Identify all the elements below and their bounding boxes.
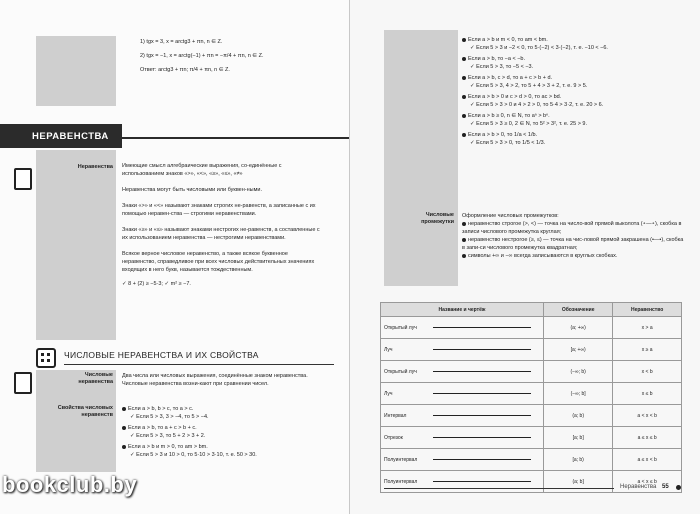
property-line: Если a > b ≥ 0, n ∈ N, то aⁿ > bⁿ. <box>462 112 684 120</box>
number-line-icon <box>433 371 531 372</box>
right-gray-column <box>384 30 458 286</box>
bullet-icon <box>462 254 466 258</box>
cell-name <box>381 471 544 493</box>
cell-inequality: x ≤ b <box>613 383 682 405</box>
watermark: bookclub.by <box>2 472 138 497</box>
table-row <box>381 427 682 449</box>
def-paragraph: Всякое верное числовое неравенство, а также всякое буквенное неравенство, справедливое при всех числовых действительных значениях входящих в него букв, называется тождественным. <box>122 251 315 273</box>
property-line: Если a > b и m > 0, то am > bm. <box>122 443 332 451</box>
table-row <box>381 317 682 339</box>
intervals-rule: неравенство строгое (>, <) — точка на число-вой прямой выколота (∘—∘), скобка в записи числового промежутка круглая; <box>462 221 682 235</box>
property-line: ✓ Если 5 > 3 ≥ 0, 2 ∈ N, то 5² > 3², т. е. 25 > 9. <box>470 121 588 127</box>
cell-name <box>381 449 544 471</box>
numeric-definition: Два числа или числовых выражения, соединённые знаком неравенства. Числовые неравенства возни-кают при сравнении чисел. <box>122 373 308 387</box>
banner-rule <box>122 137 350 139</box>
side-label-inequalities: Неравенства <box>77 164 113 170</box>
footer-section: Неравенства <box>620 484 657 490</box>
bullet-icon <box>462 57 466 61</box>
cell-name <box>381 427 544 449</box>
top-solutions <box>140 38 340 74</box>
property-line: Если a > b, b > c, то a > c. <box>122 405 332 413</box>
property-line: Если a > b, то −a < −b. <box>462 55 684 63</box>
cell-notation: [a; b] <box>544 427 613 449</box>
solution-line: 2) tgx = −1, x = arctg(−1) + πn = −π/4 + πn, n ∈ Z. <box>140 53 264 59</box>
number-line-icon <box>433 481 531 482</box>
bullet-icon <box>462 114 466 118</box>
section-banner <box>0 124 122 148</box>
cell-notation: [a; b) <box>544 449 613 471</box>
property-line: ✓ Если 5 > 3, 3 > −4, то 5 > −4. <box>130 414 209 420</box>
footer-page-number: 55 <box>662 484 669 490</box>
side-label-properties: Свойства числовых неравенств <box>57 405 113 418</box>
bullet-icon <box>122 426 126 430</box>
number-line-icon <box>433 459 531 460</box>
bullet-icon <box>462 95 466 99</box>
cell-name <box>381 405 544 427</box>
table-row <box>381 361 682 383</box>
intervals-rule: неравенство нестрогое (≥, ≤) — точка на чис-ловой прямой закрашена (•—•), скобка в запи-си числового промежутка квадратная; <box>462 237 684 251</box>
property-line: ✓ Если 5 > 3 > 0 и 4 > 2 > 0, то 5·4 > 3·2, т. е. 20 > 6. <box>470 102 604 108</box>
property-line: Если a > b и m < 0, то am < bm. <box>462 36 684 44</box>
section-title: НЕРАВЕНСТВА <box>32 130 109 142</box>
table-row <box>381 449 682 471</box>
content-gray-column <box>36 150 116 340</box>
cell-notation: (−∞; b) <box>544 361 613 383</box>
solution-line: 1) tgx = 3, x = arctg3 + πn, n ∈ Z. <box>140 39 223 45</box>
cell-inequality: a < x < b <box>613 405 682 427</box>
row-label: Открытый луч <box>384 368 417 375</box>
property-line: Если a > b, то a + c > b + c. <box>122 424 332 432</box>
bullet-icon <box>462 133 466 137</box>
footer-rule <box>384 488 614 489</box>
top-gray-block <box>36 36 116 106</box>
cell-name <box>381 339 544 361</box>
property-list-left <box>122 405 332 459</box>
bullet-icon <box>122 407 126 411</box>
cell-notation: (a; b) <box>544 405 613 427</box>
cell-inequality: x ≥ a <box>613 339 682 361</box>
def-paragraph: Знаки «≥» и «≤» называют знаками нестрогих не-равенств, а составленные с их использованием неравенства — нестрогими неравенствами. <box>122 227 320 241</box>
row-label: Отрезок <box>384 434 403 441</box>
intervals-rule: символы +∞ и −∞ всегда записываются в круглых скобках. <box>462 252 684 260</box>
intervals-table <box>380 302 682 493</box>
bullet-icon <box>122 445 126 449</box>
cell-inequality: a ≤ x ≤ b <box>613 427 682 449</box>
definition-block <box>122 162 322 288</box>
intervals-text <box>462 212 684 260</box>
intervals-intro: Оформление числовых промежутков: <box>462 213 559 219</box>
row-label: Интервал <box>384 412 407 419</box>
bullet-icon <box>462 76 466 80</box>
property-line: ✓ Если 5 > 3 и 10 > 0, то 5·10 > 3·10, т. е. 50 > 30. <box>130 452 257 458</box>
side-label-numeric: Числовые неравенства <box>78 372 113 385</box>
cell-inequality: a < x ≤ b <box>613 471 682 493</box>
property-line: Если a > b > 0 и c > d > 0, то ac > bd. <box>462 93 684 101</box>
number-line-icon <box>433 437 531 438</box>
right-page <box>350 0 700 514</box>
cell-notation: [a; +∞) <box>544 339 613 361</box>
subsection-title: ЧИСЛОВЫЕ НЕРАВЕНСТВА И ИХ СВОЙСТВА <box>64 350 259 360</box>
bullet-icon <box>462 222 466 226</box>
header-name: Название и чертёж <box>381 303 544 317</box>
row-label: Полуинтервал <box>384 456 418 463</box>
property-line: Если a > b > 0, то 1/a < 1/b. <box>462 131 684 139</box>
property-line: ✓ Если 5 > 3 и −2 < 0, то 5·(−2) < 3·(−2), т. е. −10 < −6. <box>470 45 608 51</box>
property-line: ✓ Если 5 > 3, то 5 + 2 > 3 + 2. <box>130 433 206 439</box>
book-icon <box>14 168 32 190</box>
book-icon-2 <box>14 372 32 394</box>
cell-notation: (a; b] <box>544 471 613 493</box>
examples-line: ✓ 8 + (2) ≥ −5·3; ✓ m² ≥ −7. <box>122 281 191 287</box>
cell-name <box>381 361 544 383</box>
table-header-row <box>381 303 682 317</box>
bullet-icon <box>462 238 466 242</box>
property-line: ✓ Если 5 > 3 > 0, то 1/5 < 1/3. <box>470 140 546 146</box>
header-inequality: Неравенство <box>613 303 682 317</box>
row-label: Открытый луч <box>384 324 417 331</box>
subsection-rule <box>64 364 334 365</box>
cell-inequality: x > a <box>613 317 682 339</box>
cell-inequality: x < b <box>613 361 682 383</box>
side-label-intervals: Числовые промежутки <box>421 212 454 225</box>
footer-dot-icon <box>676 485 681 490</box>
number-line-icon <box>433 415 531 416</box>
cell-name <box>381 317 544 339</box>
property-line: ✓ Если 5 > 3, то −5 < −3. <box>470 64 534 70</box>
cell-notation: (−∞; b] <box>544 383 613 405</box>
table-body <box>381 317 682 493</box>
number-line-icon <box>433 349 531 350</box>
solution-line: Ответ: arctg3 + πn; π/4 + πn, n ∈ Z. <box>140 67 230 73</box>
header-notation: Обозначение <box>544 303 613 317</box>
row-label: Луч <box>384 346 393 353</box>
cell-name <box>381 383 544 405</box>
table-row <box>381 405 682 427</box>
grid-icon <box>36 348 56 368</box>
table-row <box>381 383 682 405</box>
number-line-icon <box>433 327 531 328</box>
def-paragraph: Неравенства могут быть числовыми или буквен-ными. <box>122 187 262 193</box>
cell-notation: (a; +∞) <box>544 317 613 339</box>
property-list-right <box>462 36 684 147</box>
property-line: ✓ Если 5 > 3, 4 > 2, то 5 + 4 > 3 + 2, т. е. 9 > 5. <box>470 83 588 89</box>
property-line: Если a > b, c > d, то a + c > b + d. <box>462 74 684 82</box>
cell-inequality: a ≤ x < b <box>613 449 682 471</box>
def-paragraph: Знаки «>» и «<» называют знаками строгих не-равенств, а записанные с их помощью неравен-ства — строгими неравенствами. <box>122 203 316 217</box>
bullet-icon <box>462 38 466 42</box>
row-label: Луч <box>384 390 393 397</box>
number-line-icon <box>433 393 531 394</box>
table-row <box>381 339 682 361</box>
def-paragraph: Имеющие смысл алгебраические выражения, со-единённые с использованием знаков «>», «<», «≥», «≤», «≠» <box>122 163 282 177</box>
row-label: Полуинтервал <box>384 478 418 485</box>
